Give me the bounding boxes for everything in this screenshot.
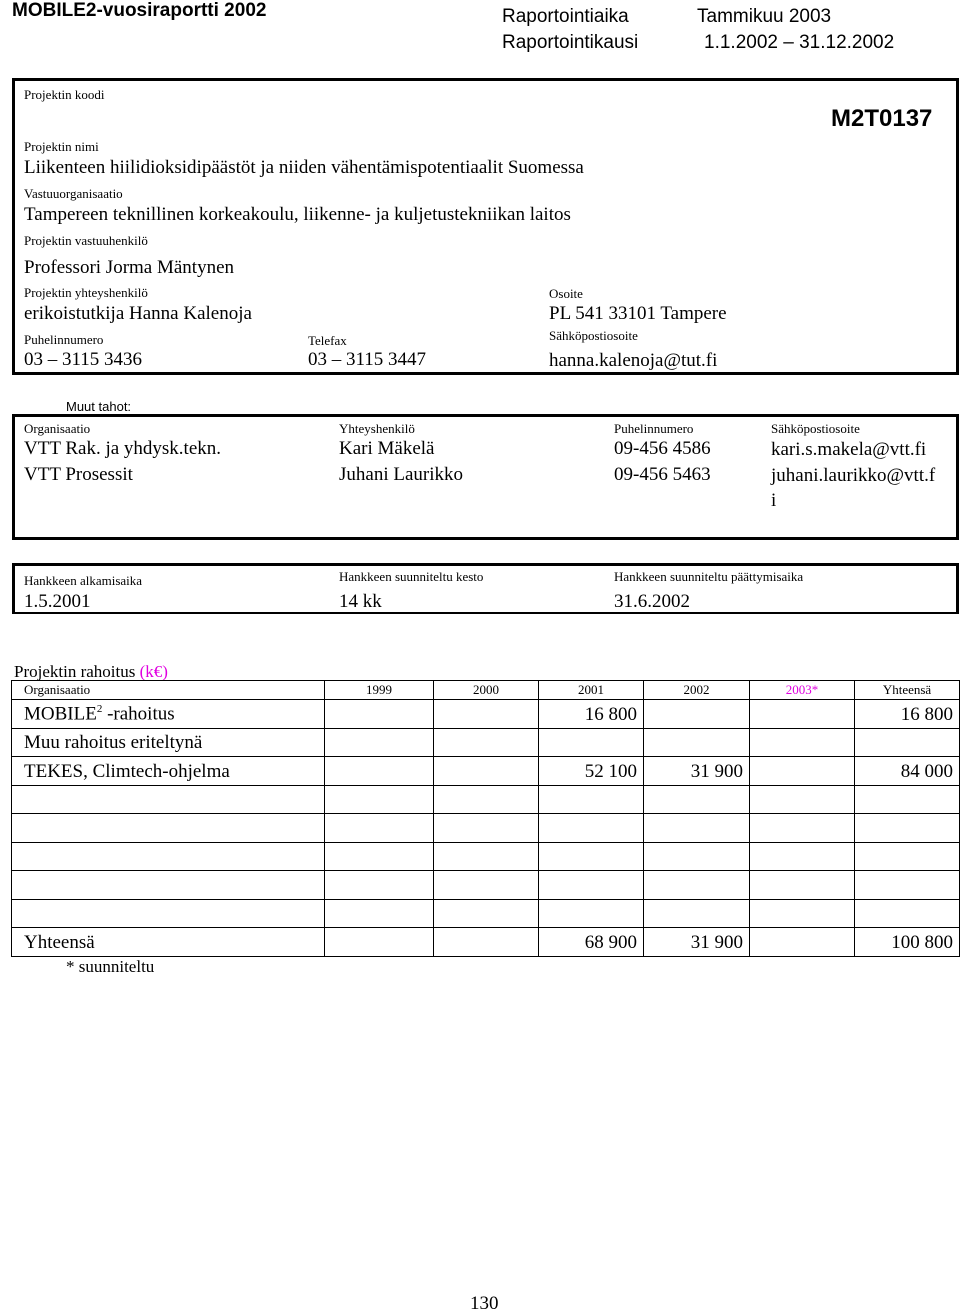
funding-row-name: TEKES, Climtech-ohjelma (12, 757, 325, 786)
table-cell (644, 785, 750, 814)
funding-col-1999: 1999 (325, 681, 434, 700)
funding-row-name (12, 785, 325, 814)
table-cell: 52 100 (539, 757, 644, 786)
table-cell (644, 814, 750, 843)
org-label: Vastuuorganisaatio (24, 186, 123, 201)
table-cell (434, 871, 539, 900)
funding-title (14, 662, 168, 682)
table-cell: 84 000 (855, 757, 960, 786)
table-cell (539, 842, 644, 871)
funding-footnote: * suunniteltu (66, 957, 155, 976)
table-cell (325, 899, 434, 928)
funding-row-name-text: MOBILE (24, 703, 97, 725)
table-row (12, 728, 960, 757)
schedule-box (12, 563, 959, 614)
table-cell (855, 842, 960, 871)
table-cell (750, 899, 855, 928)
others-row-email: juhani.laurikko@vtt.f (771, 465, 936, 486)
table-cell (644, 899, 750, 928)
table-cell (855, 728, 960, 757)
page-number: 130 (470, 1293, 499, 1314)
table-cell (750, 871, 855, 900)
table-cell (325, 814, 434, 843)
table-cell (644, 700, 750, 729)
table-cell: 16 800 (539, 700, 644, 729)
start-value: 1.5.2001 (24, 591, 91, 612)
project-name: Liikenteen hiilidioksidipäästöt ja niiden vähentämispotentiaalit Suomessa (24, 157, 584, 178)
fax-value: 03 – 3115 3447 (308, 349, 427, 370)
phone-label: Puhelinnumero (24, 332, 104, 347)
responsible-value: Professori Jorma Mäntynen (24, 257, 235, 278)
table-cell (434, 899, 539, 928)
table-cell: 68 900 (539, 928, 644, 957)
others-col-phone: Puhelinnumero (614, 421, 694, 436)
funding-col-total: Yhteensä (855, 681, 960, 700)
funding-row-name (12, 700, 325, 729)
table-cell (855, 785, 960, 814)
table-cell (855, 814, 960, 843)
contact-label: Projektin yhteyshenkilö (24, 285, 148, 300)
funding-row-name-suffix: -rahoitus (102, 703, 175, 725)
table-row (12, 757, 960, 786)
others-row-phone: 09-456 4586 (614, 438, 711, 459)
report-period-value: 1.1.2002 – 31.12.2002 (704, 32, 895, 53)
others-row-contact: Kari Mäkelä (339, 438, 435, 459)
funding-table (11, 680, 960, 957)
table-cell (750, 842, 855, 871)
table-cell (750, 700, 855, 729)
funding-unit: (k€) (139, 662, 168, 681)
table-row (12, 899, 960, 928)
email-value: hanna.kalenoja@tut.fi (549, 350, 718, 371)
table-row (12, 871, 960, 900)
table-cell (434, 785, 539, 814)
funding-title-text: Projektin rahoitus (14, 662, 136, 681)
table-cell (750, 928, 855, 957)
project-code: M2T0137 (831, 105, 933, 132)
table-cell (855, 899, 960, 928)
others-row-org: VTT Rak. ja yhdysk.tekn. (24, 438, 222, 459)
report-time-label: Raportointiaika (502, 6, 629, 27)
table-cell (750, 785, 855, 814)
table-cell (539, 785, 644, 814)
others-row-org: VTT Prosessit (24, 464, 133, 485)
funding-row-sup: 2 (96, 703, 103, 716)
table-cell (325, 871, 434, 900)
table-cell (434, 842, 539, 871)
table-row (12, 700, 960, 729)
funding-col-2000: 2000 (434, 681, 539, 700)
table-cell: 31 900 (644, 928, 750, 957)
start-label: Hankkeen alkamisaika (24, 573, 143, 588)
funding-col-org: Organisaatio (12, 681, 325, 700)
funding-row-name (12, 814, 325, 843)
others-row-contact: Juhani Laurikko (339, 464, 464, 485)
funding-col-2003: 2003* (750, 681, 855, 700)
others-row-email: kari.s.makela@vtt.fi (771, 439, 927, 460)
table-cell (434, 700, 539, 729)
table-cell (644, 842, 750, 871)
end-label: Hankkeen suunniteltu päättymisaika (614, 569, 804, 584)
others-col-email: Sähköpostiosoite (771, 421, 860, 436)
table-cell (434, 814, 539, 843)
table-cell (434, 757, 539, 786)
fax-label: Telefax (308, 333, 347, 348)
table-cell (325, 757, 434, 786)
others-row-phone: 09-456 5463 (614, 464, 711, 485)
table-cell (325, 842, 434, 871)
table-cell (750, 757, 855, 786)
responsible-label: Projektin vastuuhenkilö (24, 233, 148, 248)
funding-col-2001: 2001 (539, 681, 644, 700)
funding-col-2002: 2002 (644, 681, 750, 700)
funding-row-name: Yhteensä (12, 928, 325, 957)
project-info-box (12, 78, 959, 375)
table-row (12, 842, 960, 871)
phone-value: 03 – 3115 3436 (24, 349, 143, 370)
others-row-email-wrap: i (771, 490, 777, 511)
project-name-label: Projektin nimi (24, 139, 99, 154)
address-label: Osoite (549, 286, 583, 301)
table-row (12, 785, 960, 814)
table-cell (434, 728, 539, 757)
table-cell (325, 728, 434, 757)
funding-row-name (12, 842, 325, 871)
table-cell (539, 728, 644, 757)
duration-value: 14 kk (339, 591, 382, 612)
funding-row-name (12, 871, 325, 900)
others-col-contact: Yhteyshenkilö (339, 421, 415, 436)
funding-row-name (12, 899, 325, 928)
table-cell (855, 871, 960, 900)
org-value: Tampereen teknillinen korkeakoulu, liikenne- ja kuljetustekniikan laitos (24, 204, 571, 225)
funding-header-row (12, 681, 960, 700)
table-cell: 100 800 (855, 928, 960, 957)
table-cell (539, 899, 644, 928)
report-time-value: Tammikuu 2003 (697, 6, 832, 27)
project-code-label: Projektin koodi (24, 87, 105, 102)
table-cell (750, 814, 855, 843)
others-title: Muut tahot: (66, 399, 132, 414)
report-period-label: Raportointikausi (502, 32, 639, 53)
table-cell (325, 700, 434, 729)
table-cell (750, 728, 855, 757)
table-row (12, 814, 960, 843)
funding-total-row (12, 928, 960, 957)
table-cell (539, 871, 644, 900)
others-col-org: Organisaatio (24, 421, 91, 436)
table-cell (644, 728, 750, 757)
table-cell (325, 928, 434, 957)
table-cell (434, 928, 539, 957)
end-value: 31.6.2002 (614, 591, 690, 612)
table-cell (644, 871, 750, 900)
table-cell: 31 900 (644, 757, 750, 786)
table-cell (539, 814, 644, 843)
table-cell: 16 800 (855, 700, 960, 729)
document-title: MOBILE2-vuosiraportti 2002 (12, 0, 267, 21)
funding-row-name: Muu rahoitus eriteltynä (12, 728, 325, 757)
table-cell (325, 785, 434, 814)
email-label: Sähköpostiosoite (549, 328, 638, 343)
duration-label: Hankkeen suunniteltu kesto (339, 569, 484, 584)
contact-value: erikoistutkija Hanna Kalenoja (24, 303, 252, 324)
address-value: PL 541 33101 Tampere (549, 303, 727, 324)
